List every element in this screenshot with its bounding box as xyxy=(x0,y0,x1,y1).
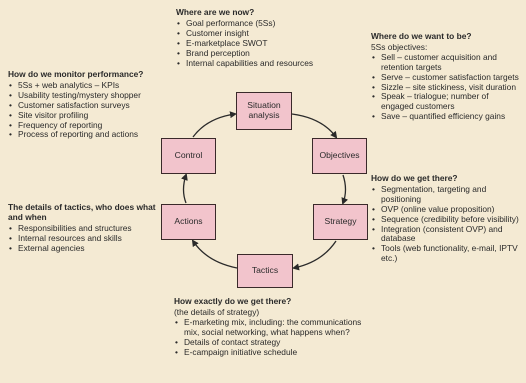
list-item: • Internal capabilities and resources xyxy=(176,59,366,69)
list-item: • E-campaign initiative schedule xyxy=(174,348,364,358)
control-label: Control xyxy=(174,150,203,161)
list-item: • Customer satisfaction surveys xyxy=(8,101,166,111)
list-item: • External agencies xyxy=(8,244,166,254)
tactics-box xyxy=(237,254,293,288)
actions-label: Actions xyxy=(174,216,203,227)
panel-heading: Where do we want to be? xyxy=(371,31,472,41)
list-item: • Frequency of reporting xyxy=(8,121,166,131)
how-do-we-get-there-panel xyxy=(371,174,521,264)
arrow-control-to-situation xyxy=(193,114,235,137)
panel-heading: Where are we now? xyxy=(176,7,255,17)
panel-heading: The details of tactics, who does what and when xyxy=(8,202,156,222)
arrow-situation-to-objectives xyxy=(292,114,336,137)
list-item: • Details of contact strategy xyxy=(174,338,364,348)
list-item: • Segmentation, targeting and positioning xyxy=(371,185,521,205)
list-item: • OVP (online value proposition) xyxy=(371,205,521,215)
objectives-label: Objectives xyxy=(319,150,360,161)
list-item: • Site visitor profiling xyxy=(8,111,166,121)
bullet-list xyxy=(176,19,366,69)
arrow-objectives-to-strategy xyxy=(343,175,346,203)
panel-heading: How do we monitor performance? xyxy=(8,69,144,79)
situation-analysis-label: Situation analysis xyxy=(247,100,281,120)
strategy-label: Strategy xyxy=(324,216,357,227)
list-item: • Speak – trialogue; number of engaged customers xyxy=(371,92,521,112)
arrow-tactics-to-actions xyxy=(193,241,237,268)
list-item: • Process of reporting and actions xyxy=(8,130,166,140)
list-item: • Sizzle – site stickiness, visit duration xyxy=(371,83,521,93)
bullet-list xyxy=(371,53,521,122)
list-item: • 5Ss + web analytics – KPIs xyxy=(8,81,166,91)
where-do-we-want-to-be-panel xyxy=(371,32,521,122)
bullet-list xyxy=(8,224,166,254)
list-item: • Save – quantified efficiency gains xyxy=(371,112,521,122)
list-item: • Customer insight xyxy=(176,29,366,39)
actions-box xyxy=(161,204,216,240)
situation-analysis-box xyxy=(236,92,292,130)
list-item: • Sequence (credibility before visibility) xyxy=(371,215,521,225)
control-box xyxy=(161,138,216,174)
monitor-performance-panel xyxy=(8,70,166,140)
tactics-label: Tactics xyxy=(251,265,279,276)
panel-heading: How do we get there? xyxy=(371,173,458,183)
panel-heading: How exactly do we get there? xyxy=(174,296,292,306)
list-item: • Brand perception xyxy=(176,49,366,59)
tactics-details-panel xyxy=(8,203,166,254)
list-item: • Responsibilities and structures xyxy=(8,224,166,234)
list-item: • E-marketplace SWOT xyxy=(176,39,366,49)
list-item: • Usability testing/mystery shopper xyxy=(8,91,166,101)
list-item: • Sell – customer acquisition and retention targets xyxy=(371,53,521,73)
list-item: • Tools (web functionality, e-mail, IPTV etc.) xyxy=(371,244,521,264)
list-item: • Goal performance (5Ss) xyxy=(176,19,366,29)
list-item: • Integration (consistent OVP) and database xyxy=(371,225,521,245)
list-item: • E-marketing mix, including: the communications mix, social networking, what happens when? xyxy=(174,318,364,338)
strategy-box xyxy=(313,204,368,240)
how-exactly-panel xyxy=(174,297,364,357)
bullet-list xyxy=(8,81,166,140)
objectives-box xyxy=(312,138,367,174)
arrow-actions-to-control xyxy=(184,175,187,203)
arrow-strategy-to-tactics xyxy=(294,241,336,268)
panel-intro: 5Ss objectives: xyxy=(371,41,428,52)
list-item: • Serve – customer satisfaction targets xyxy=(371,73,521,83)
bullet-list xyxy=(371,185,521,264)
bullet-list xyxy=(174,318,364,358)
where-are-we-now-panel xyxy=(176,8,366,68)
list-item: • Internal resources and skills xyxy=(8,234,166,244)
panel-subheading: (the details of strategy) xyxy=(174,306,260,317)
